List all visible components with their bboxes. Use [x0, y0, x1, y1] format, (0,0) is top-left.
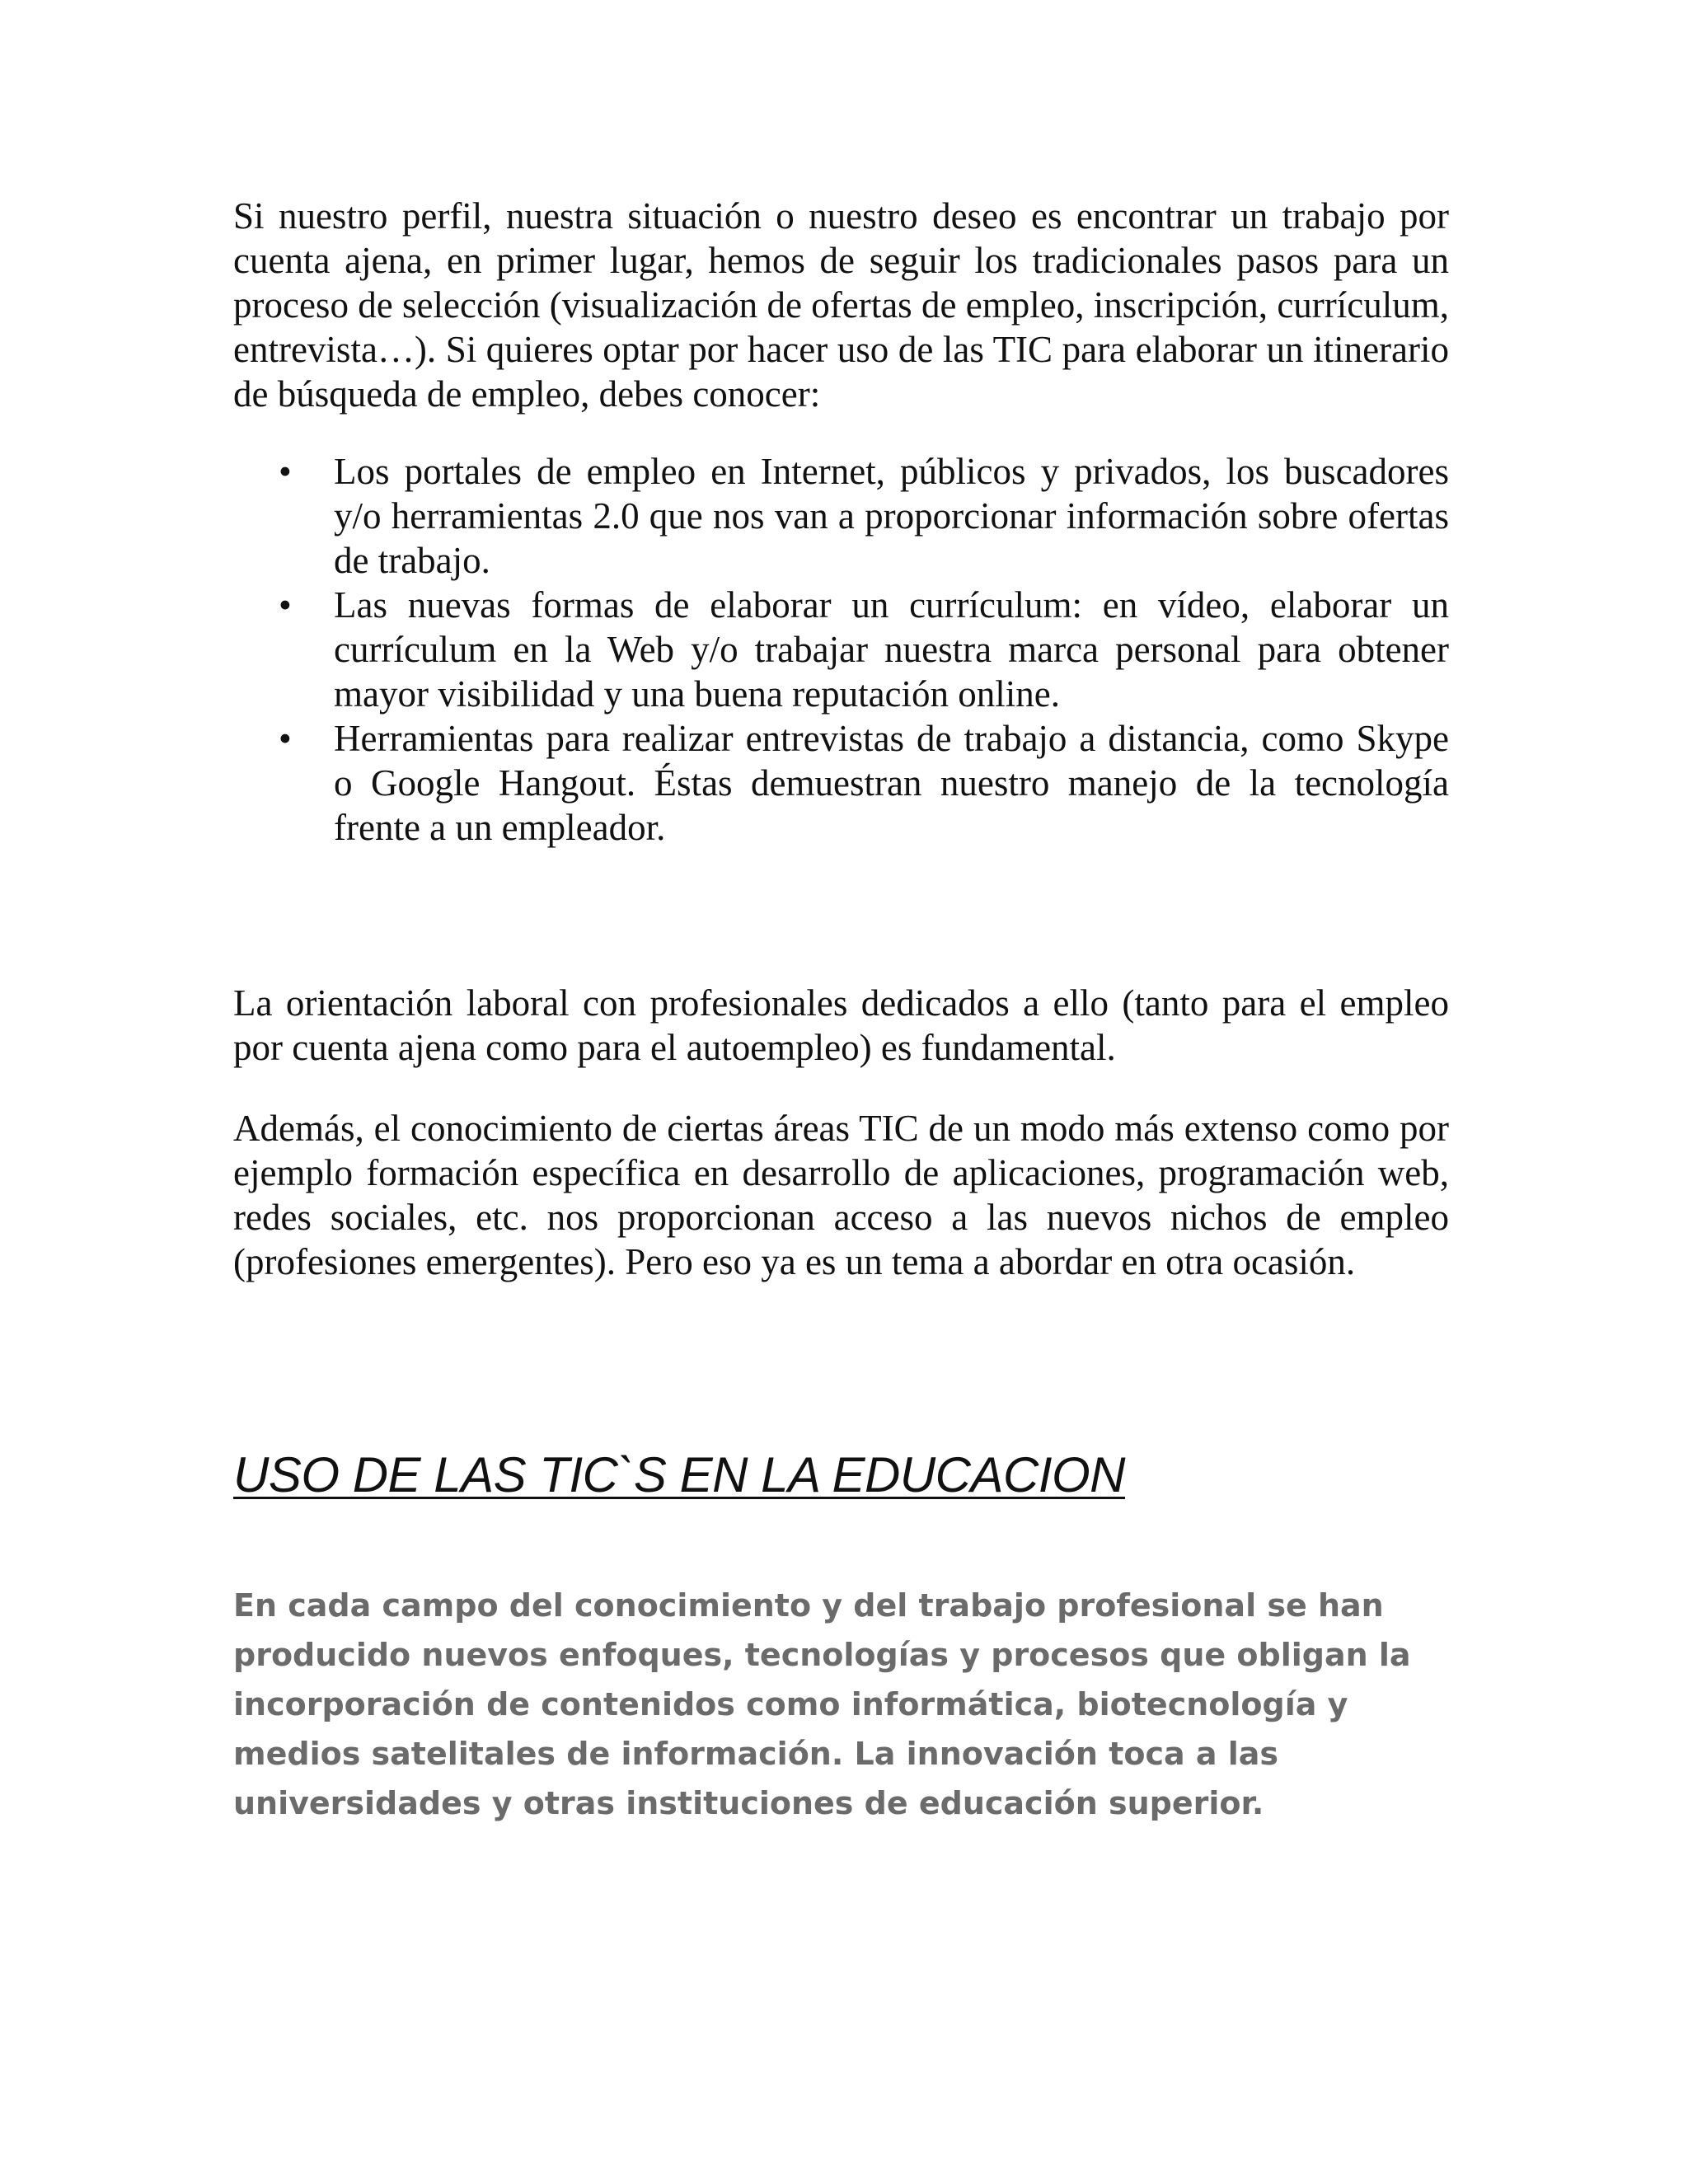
intro-paragraph: Si nuestro perfil, nuestra situación o nuestro deseo es encontrar un trabajo por cuenta ajena, en primer lugar, hemos de seguir los tradicionales pasos para un proceso de selección (visualización de ofertas de empleo, inscripción, currículum, entrevista…). Si quieres optar por hacer uso de las TIC para elaborar un itinerario de búsqueda de empleo, debes conocer: — [233, 195, 1449, 415]
orientation-paragraph: La orientación laboral con profesionales dedicados a ello (tanto para el empleo por cuenta ajena como para el autoempleo) es fundamental. — [233, 982, 1449, 1068]
bullet-icon: • — [279, 718, 292, 759]
list-item — [233, 716, 1449, 850]
list-item-text: Herramientas para realizar entrevistas de trabajo a distancia, como Skype o Google Hangout. Éstas demuestran nuestro manejo de la tecnología frente a un empleador. — [334, 718, 1449, 848]
section-heading: USO DE LAS TIC`S EN LA EDUCACION — [233, 1447, 1125, 1502]
list-item-text: Los portales de empleo en Internet, públicos y privados, los buscadores y/o herramientas 2.0 que nos van a proporcionar información sobre ofertas de trabajo. — [334, 451, 1449, 581]
document-body — [233, 194, 1449, 1284]
bullet-icon: • — [279, 451, 292, 492]
bullet-icon: • — [279, 584, 292, 626]
section-paragraph: En cada campo del conocimiento y del trabajo profesional se han producido nuevos enfoques, tecnologías y procesos que obligan la incorporación de contenidos como informática, biotecnología y medios satelitales de información. La innovación toca a las universidades y otras instituciones de educación superior. — [233, 1587, 1411, 1821]
bullet-list — [233, 449, 1449, 850]
list-item — [233, 583, 1449, 716]
list-item-text: Las nuevas formas de elaborar un currículum: en vídeo, elaborar un currículum en la Web y/o trabajar nuestra marca personal para obtener mayor visibilidad y una buena reputación online. — [334, 584, 1449, 715]
list-item — [233, 449, 1449, 583]
extra-paragraph: Además, el conocimiento de ciertas áreas TIC de un modo más extenso como por ejemplo formación específica en desarrollo de aplicaciones, programación web, redes sociales, etc. nos proporcionan acceso a las nuevos nichos de empleo (profesiones emergentes). Pero eso ya es un tema a abordar en otra ocasión. — [233, 1108, 1449, 1282]
